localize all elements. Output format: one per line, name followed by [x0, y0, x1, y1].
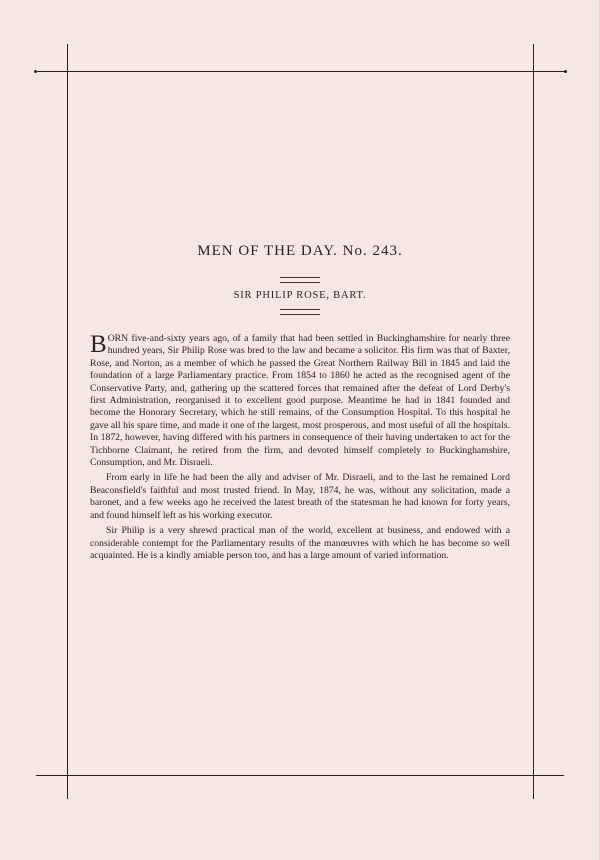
article-subtitle: SIR PHILIP ROSE, BART.	[233, 290, 367, 301]
left-border-rule	[67, 44, 68, 799]
article-title: MEN OF THE DAY. No. 243.	[197, 243, 403, 259]
subtitle-ornament	[280, 309, 320, 315]
paragraph-1	[90, 333, 510, 469]
right-border-rule	[533, 44, 534, 799]
paragraph-2: From early in life he had been the ally and adviser of Mr. Disraeli, and to the last he remained Lord Beaconsfield's faithful and most trusted friend. In May, 1874, he was, without any solicitation, made a baronet, and a few weeks ago he received the latest breath of the statesman he had known for forty years, and found himself left as his working executor.	[90, 472, 510, 521]
article-body	[90, 333, 510, 565]
top-left-dot	[34, 70, 37, 73]
drop-cap: B	[90, 331, 107, 358]
top-border-rule	[36, 71, 564, 72]
bottom-border-rule	[36, 775, 564, 776]
title-ornament	[280, 277, 320, 283]
paragraph-1-text: ORN five-and-sixty years ago, of a family that had been settled in Buckinghamshire for nearly three hundred years, Sir Philip Rose was bred to the law and became a solicitor. His firm was that of Baxter, Rose, and Norton, as a member of which he passed the Great Northern Railway Bill in 1845 and laid the foundation of a large Parliamentary practice. From 1854 to 1860 he acted as the recognised agent of the Conservative Party, and, gathering up the scattered forces that remained after the defeat of Lord Derby's first Administration, reorganised it to excellent good purpose. Meantime he had in 1841 founded and become the Honorary Secretary, which he still remains, of the Consumption Hospital. To this hospital he gave all his spare time, and made it one of the largest, most prosperous, and most useful of all the hospitals. In 1872, however, having differed with his partners in consequence of their having undertaken to act for the Tichborne Claimant, he retired from the firm, and devoted himself completely to Buckinghamshire, Consumption, and Mr. Disraeli.	[90, 333, 510, 469]
paragraph-3: Sir Philip is a very shrewd practical man of the world, excellent at business, and endowed with a considerable contempt for the Parliamentary results of the manœuvres with which he has become so well acquainted. He is a kindly amiable person too, and has a large amount of varied information.	[90, 525, 510, 561]
top-right-dot	[564, 70, 567, 73]
